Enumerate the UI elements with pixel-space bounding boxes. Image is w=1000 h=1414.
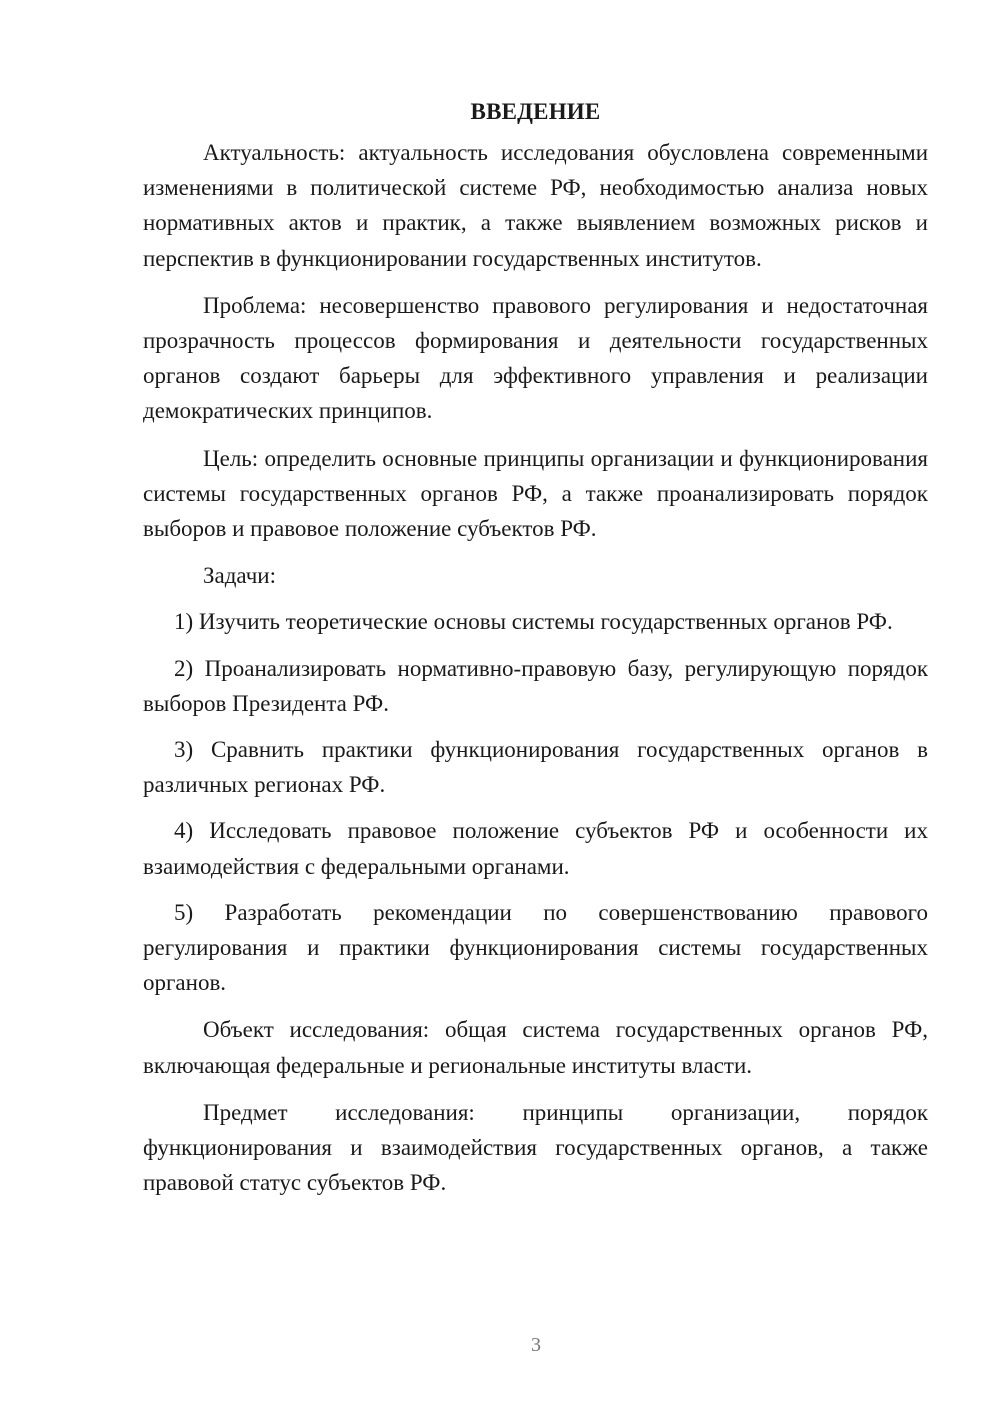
task-item: 5) Разработать рекомендации по совершенствованию правового регулирования и практики функционирования системы государственных органов. [143,899,928,996]
task-item: 2) Проанализировать нормативно-правовую базу, регулирующую порядок выборов Президента РФ. [143,655,928,716]
page-body [143,94,928,1200]
task-item: 1) Изучить теоретические основы системы государственных органов РФ. [174,609,893,635]
subject-paragraph: Предмет исследования: принципы организации, порядок функционирования и взаимодействия государственных органов, а также правовой статус субъектов РФ. [143,1099,928,1196]
task-item: 3) Сравнить практики функционирования государственных органов в различных регионах РФ. [143,737,928,798]
page-number: 3 [531,1334,541,1356]
page-title: ВВЕДЕНИЕ [470,99,601,124]
goal-paragraph: Цель: определить основные принципы организации и функционирования системы государственных органов РФ, а также проанализировать порядок выборов и правовое положение субъектов РФ. [143,445,928,542]
tasks-heading: Задачи: [203,563,276,589]
task-item: 4) Исследовать правовое положение субъектов РФ и особенности их взаимодействия с федеральными органами. [143,818,928,879]
problem-paragraph: Проблема: несовершенство правового регулирования и недостаточная прозрачность процессов формирования и деятельности государственных органов создают барьеры для эффективного управления и реализации демократических принципов. [143,292,928,424]
relevance-paragraph: Актуальность: актуальность исследования обусловлена современными изменениями в политической системе РФ, необходимостью анализа новых нормативных актов и практик, а также выявлением возможных рисков и перспектив в функционировании государственных институтов. [143,140,928,271]
object-paragraph: Объект исследования: общая система государственных органов РФ, включающая федеральные и региональные институты власти. [143,1017,928,1078]
